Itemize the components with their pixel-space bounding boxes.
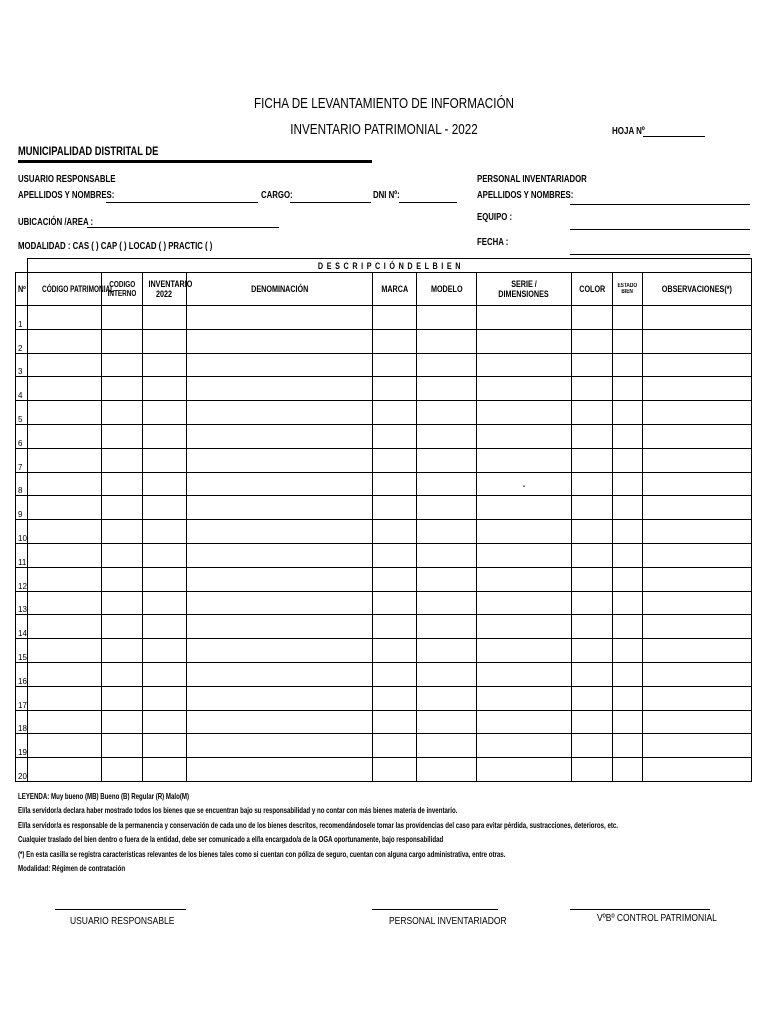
table-cell[interactable] — [143, 377, 187, 401]
table-cell[interactable] — [417, 520, 477, 544]
table-cell[interactable] — [613, 662, 643, 686]
table-cell[interactable] — [187, 734, 373, 758]
table-cell[interactable] — [613, 401, 643, 425]
table-cell[interactable] — [477, 424, 572, 448]
cargo-field[interactable] — [290, 202, 371, 203]
table-cell[interactable] — [613, 543, 643, 567]
legend-line-6: Modalidad: Régimen de contratación — [18, 863, 126, 873]
table-cell[interactable] — [417, 591, 477, 615]
table-cell[interactable] — [572, 591, 613, 615]
table-cell[interactable] — [373, 591, 417, 615]
table-cell[interactable] — [613, 353, 643, 377]
table-cell[interactable] — [643, 306, 752, 330]
table-cell[interactable] — [477, 710, 572, 734]
table-row — [16, 591, 752, 615]
table-row — [16, 496, 752, 520]
table-cell[interactable] — [572, 472, 613, 496]
date-label: FECHA : — [477, 237, 509, 248]
table-cell[interactable] — [643, 353, 752, 377]
col-observations: OBSERVACIONES(*) — [643, 273, 752, 306]
row-number: 20 — [16, 758, 28, 782]
table-cell[interactable] — [102, 329, 143, 353]
table-cell[interactable] — [572, 686, 613, 710]
user-signature-line[interactable] — [55, 909, 186, 910]
table-cell[interactable] — [143, 401, 187, 425]
table-cell[interactable] — [643, 734, 752, 758]
table-cell[interactable] — [102, 377, 143, 401]
table-cell[interactable] — [28, 543, 102, 567]
table-cell[interactable] — [417, 496, 477, 520]
table-cell[interactable] — [187, 401, 373, 425]
table-cell[interactable] — [417, 306, 477, 330]
table-cell[interactable] — [373, 710, 417, 734]
user-names-label: APELLIDOS Y NOMBRES: — [18, 190, 115, 201]
table-cell[interactable] — [613, 686, 643, 710]
table-cell[interactable] — [28, 329, 102, 353]
table-cell[interactable] — [572, 639, 613, 663]
table-cell[interactable] — [102, 306, 143, 330]
table-cell[interactable] — [143, 472, 187, 496]
table-cell[interactable] — [143, 543, 187, 567]
table-cell[interactable] — [28, 591, 102, 615]
cargo-label: CARGO: — [261, 190, 293, 201]
table-cell[interactable] — [143, 567, 187, 591]
table-cell[interactable] — [613, 424, 643, 448]
municipality-label: MUNICIPALIDAD DISTRITAL DE — [18, 144, 159, 158]
staff-signature-line[interactable] — [372, 909, 498, 910]
row-number: 19 — [16, 734, 28, 758]
table-row — [16, 686, 752, 710]
table-row — [16, 401, 752, 425]
table-cell[interactable] — [373, 686, 417, 710]
table-cell[interactable] — [187, 329, 373, 353]
table-cell[interactable] — [373, 615, 417, 639]
row-number: 10 — [16, 520, 28, 544]
table-cell[interactable] — [187, 710, 373, 734]
table-cell[interactable] — [613, 329, 643, 353]
table-cell[interactable] — [417, 401, 477, 425]
table-cell[interactable] — [28, 424, 102, 448]
table-cell[interactable] — [28, 401, 102, 425]
table-cell[interactable] — [28, 615, 102, 639]
table-cell[interactable] — [477, 639, 572, 663]
col-internal-code: CODIGO INTERNO — [102, 273, 143, 306]
table-cell[interactable] — [417, 424, 477, 448]
row-number: 8 — [16, 472, 28, 496]
table-cell[interactable] — [572, 758, 613, 782]
table-cell[interactable] — [613, 591, 643, 615]
table-cell[interactable] — [28, 448, 102, 472]
table-cell[interactable] — [572, 615, 613, 639]
table-group-header: D E S C R I P C I Ó N D E L B I E N — [28, 259, 752, 273]
form-subtitle: INVENTARIO PATRIMONIAL - 2022 — [290, 121, 478, 138]
municipality-rule — [18, 160, 372, 163]
table-row — [16, 520, 752, 544]
table-row — [16, 424, 752, 448]
table-cell[interactable] — [643, 401, 752, 425]
table-row — [16, 710, 752, 734]
table-cell[interactable] — [102, 639, 143, 663]
table-cell[interactable] — [28, 520, 102, 544]
sheet-number-label: HOJA Nº — [612, 126, 645, 137]
table-cell[interactable] — [373, 424, 417, 448]
location-label: UBICACIÓN /AREA : — [18, 217, 94, 228]
table-cell[interactable] — [143, 424, 187, 448]
table-cell[interactable] — [477, 353, 572, 377]
table-cell[interactable] — [143, 662, 187, 686]
table-cell[interactable] — [417, 662, 477, 686]
table-cell[interactable] — [643, 639, 752, 663]
table-cell[interactable] — [28, 662, 102, 686]
table-cell[interactable] — [572, 520, 613, 544]
col-patrimonial-code: CÓDIGO PATRIMONIAL — [28, 273, 102, 306]
table-cell[interactable] — [373, 662, 417, 686]
table-cell[interactable] — [643, 329, 752, 353]
dni-field[interactable] — [399, 202, 457, 203]
team-label: EQUIPO : — [477, 212, 513, 223]
table-cell[interactable]: . — [477, 472, 572, 496]
table-row — [16, 543, 752, 567]
table-row — [16, 306, 752, 330]
table-cell[interactable] — [28, 353, 102, 377]
table-cell[interactable] — [102, 520, 143, 544]
table-cell[interactable] — [417, 567, 477, 591]
table-cell[interactable] — [477, 496, 572, 520]
table-cell[interactable] — [643, 496, 752, 520]
table-row — [16, 377, 752, 401]
table-cell[interactable] — [477, 758, 572, 782]
table-cell[interactable] — [187, 639, 373, 663]
table-cell[interactable] — [187, 424, 373, 448]
row-number: 14 — [16, 615, 28, 639]
inventory-table — [15, 258, 752, 782]
table-cell[interactable] — [613, 377, 643, 401]
table-cell[interactable] — [477, 615, 572, 639]
table-cell[interactable] — [613, 520, 643, 544]
table-cell[interactable] — [373, 758, 417, 782]
location-field[interactable] — [87, 227, 279, 228]
table-cell[interactable] — [643, 591, 752, 615]
table-cell[interactable] — [477, 591, 572, 615]
table-cell[interactable] — [102, 472, 143, 496]
table-cell[interactable] — [28, 377, 102, 401]
modality-label: MODALIDAD : CAS ( ) CAP ( ) LOCAD ( ) PRACTIC ( ) — [18, 241, 213, 252]
staff-names-label: APELLIDOS Y NOMBRES: — [477, 190, 574, 201]
col-denomination: DENOMINACIÓN — [187, 273, 373, 306]
col-inventory: INVENTARIO 2022 — [143, 273, 187, 306]
table-cell[interactable] — [187, 543, 373, 567]
table-cell[interactable] — [102, 424, 143, 448]
table-cell[interactable] — [187, 615, 373, 639]
table-cell[interactable] — [572, 448, 613, 472]
table-cell[interactable] — [572, 734, 613, 758]
table-cell[interactable] — [102, 758, 143, 782]
col-model: MODELO — [417, 273, 477, 306]
table-cell[interactable] — [572, 424, 613, 448]
table-cell[interactable] — [187, 591, 373, 615]
table-cell[interactable] — [643, 686, 752, 710]
table-cell[interactable] — [417, 758, 477, 782]
table-cell[interactable] — [477, 567, 572, 591]
row-number: 17 — [16, 686, 28, 710]
table-cell[interactable] — [613, 734, 643, 758]
table-cell[interactable] — [187, 377, 373, 401]
table-cell[interactable] — [643, 377, 752, 401]
table-cell[interactable] — [143, 496, 187, 520]
user-names-field[interactable] — [106, 202, 258, 203]
row-number: 9 — [16, 496, 28, 520]
table-cell[interactable] — [102, 734, 143, 758]
form-title: FICHA DE LEVANTAMIENTO DE INFORMACIÓN — [253, 95, 515, 112]
table-cell[interactable] — [373, 543, 417, 567]
table-cell[interactable] — [143, 353, 187, 377]
table-cell[interactable] — [187, 758, 373, 782]
table-cell[interactable] — [187, 567, 373, 591]
col-serial: SERIE / DIMENSIONES — [477, 273, 572, 306]
row-number: 11 — [16, 543, 28, 567]
table-cell[interactable] — [187, 520, 373, 544]
table-cell[interactable] — [373, 520, 417, 544]
table-cell[interactable] — [187, 496, 373, 520]
table-cell[interactable] — [102, 591, 143, 615]
table-cell[interactable] — [477, 686, 572, 710]
table-cell[interactable] — [572, 496, 613, 520]
table-cell[interactable] — [643, 615, 752, 639]
table-cell[interactable] — [477, 306, 572, 330]
control-signature-label: VºBº CONTROL PATRIMONIAL — [597, 913, 717, 924]
legend-line-4: Cualquier traslado del bien dentro o fuera de la entidad, debe ser comunicado a el/la encargado/a de la OGA oportunamente, bajo responsabilidad — [18, 834, 444, 844]
table-cell[interactable] — [28, 639, 102, 663]
table-row — [16, 734, 752, 758]
table-cell[interactable] — [417, 543, 477, 567]
table-cell[interactable] — [613, 306, 643, 330]
table-cell[interactable] — [143, 306, 187, 330]
col-num: Nº — [16, 273, 28, 306]
table-row — [16, 353, 752, 377]
table-cell[interactable] — [572, 662, 613, 686]
table-cell[interactable] — [373, 448, 417, 472]
row-number: 7 — [16, 448, 28, 472]
table-cell[interactable] — [102, 662, 143, 686]
table-cell[interactable] — [102, 710, 143, 734]
table-cell[interactable] — [643, 662, 752, 686]
team-field[interactable] — [570, 229, 750, 230]
date-field[interactable] — [570, 254, 750, 255]
col-state: ESTADO BIEN — [613, 273, 643, 306]
table-cell[interactable] — [643, 567, 752, 591]
table-cell[interactable] — [143, 591, 187, 615]
table-row — [16, 639, 752, 663]
user-heading: USUARIO RESPONSABLE — [18, 174, 116, 185]
table-cell[interactable] — [572, 401, 613, 425]
table-cell[interactable] — [643, 710, 752, 734]
table-row — [16, 662, 752, 686]
table-cell[interactable] — [613, 472, 643, 496]
table-cell[interactable] — [643, 520, 752, 544]
table-cell[interactable] — [28, 734, 102, 758]
legend-line-1: LEYENDA: Muy bueno (MB) Bueno (B) Regular (R) Malo(M) — [18, 791, 190, 801]
legend-line-3: El/la servidor/a es responsable de la permanencia y conservación de cada uno de los bienes descritos, recomendándosele tomar las providencias del caso para evitar pérdida, sustracciones, deterioros, etc. — [18, 820, 619, 830]
dni-label: DNI Nº: — [373, 190, 400, 201]
table-cell[interactable] — [102, 353, 143, 377]
sheet-number-field[interactable] — [643, 136, 705, 137]
staff-names-field[interactable] — [570, 204, 750, 205]
table-cell[interactable] — [143, 329, 187, 353]
table-cell[interactable] — [373, 329, 417, 353]
table-cell[interactable] — [417, 377, 477, 401]
table-cell[interactable] — [477, 543, 572, 567]
table-cell[interactable] — [572, 306, 613, 330]
table-cell[interactable] — [613, 710, 643, 734]
staff-heading: PERSONAL INVENTARIADOR — [477, 174, 587, 185]
table-cell[interactable] — [143, 758, 187, 782]
table-cell[interactable] — [613, 496, 643, 520]
table-cell[interactable] — [417, 448, 477, 472]
table-cell[interactable] — [373, 377, 417, 401]
table-cell[interactable] — [102, 496, 143, 520]
table-cell[interactable] — [28, 567, 102, 591]
table-cell[interactable] — [477, 448, 572, 472]
table-cell[interactable] — [417, 615, 477, 639]
table-cell[interactable] — [373, 472, 417, 496]
table-cell[interactable] — [373, 306, 417, 330]
row-number: 1 — [16, 306, 28, 330]
table-cell[interactable] — [102, 543, 143, 567]
table-cell[interactable] — [643, 472, 752, 496]
table-cell[interactable] — [187, 662, 373, 686]
table-row — [16, 758, 752, 782]
table-cell[interactable] — [417, 472, 477, 496]
table-cell[interactable] — [417, 686, 477, 710]
table-cell[interactable] — [143, 520, 187, 544]
table-cell[interactable] — [417, 734, 477, 758]
table-cell[interactable] — [28, 472, 102, 496]
table-row — [16, 567, 752, 591]
table-cell[interactable] — [572, 567, 613, 591]
table-cell[interactable] — [572, 710, 613, 734]
legend-line-2: El/la servidor/a declara haber mostrado todos los bienes que se encuentran bajo su responsabilidad y no contar con más bienes materia de inventario. — [18, 805, 458, 815]
row-number: 6 — [16, 424, 28, 448]
table-cell[interactable] — [143, 686, 187, 710]
row-number: 18 — [16, 710, 28, 734]
table-cell[interactable] — [477, 662, 572, 686]
table-cell[interactable] — [187, 472, 373, 496]
table-cell[interactable] — [417, 639, 477, 663]
staff-signature-label: PERSONAL INVENTARIADOR — [389, 916, 507, 927]
control-signature-line[interactable] — [570, 909, 710, 910]
table-cell[interactable] — [572, 353, 613, 377]
table-cell[interactable] — [143, 710, 187, 734]
row-number: 12 — [16, 567, 28, 591]
table-cell[interactable] — [102, 567, 143, 591]
table-cell[interactable] — [572, 329, 613, 353]
table-cell[interactable] — [643, 448, 752, 472]
table-row — [16, 472, 752, 496]
table-cell[interactable] — [417, 329, 477, 353]
table-cell[interactable] — [373, 496, 417, 520]
table-cell[interactable] — [102, 615, 143, 639]
table-header-row — [16, 273, 752, 306]
table-cell[interactable] — [613, 567, 643, 591]
table-cell[interactable] — [477, 401, 572, 425]
table-cell[interactable] — [187, 448, 373, 472]
table-cell[interactable] — [613, 758, 643, 782]
table-cell[interactable] — [28, 496, 102, 520]
table-cell[interactable] — [613, 639, 643, 663]
table-cell[interactable] — [477, 734, 572, 758]
table-cell[interactable] — [143, 448, 187, 472]
table-row — [16, 329, 752, 353]
table-cell[interactable] — [373, 639, 417, 663]
row-number: 2 — [16, 329, 28, 353]
table-row — [16, 615, 752, 639]
table-cell[interactable] — [417, 353, 477, 377]
table-cell[interactable] — [572, 543, 613, 567]
table-cell[interactable] — [613, 615, 643, 639]
legend-line-5: (*) En esta casilla se registra características relevantes de los bienes tales como si cuentan con póliza de seguro, cuentan con alguna cargo administrativa, entre otras. — [18, 849, 506, 859]
table-cell[interactable] — [187, 686, 373, 710]
table-cell[interactable] — [102, 686, 143, 710]
table-cell[interactable] — [143, 734, 187, 758]
row-number: 5 — [16, 401, 28, 425]
table-cell[interactable] — [143, 639, 187, 663]
row-number: 3 — [16, 353, 28, 377]
table-cell[interactable] — [28, 686, 102, 710]
row-number: 16 — [16, 662, 28, 686]
col-color: COLOR — [572, 273, 613, 306]
table-cell[interactable] — [373, 734, 417, 758]
row-number: 15 — [16, 639, 28, 663]
table-cell[interactable] — [28, 758, 102, 782]
table-cell[interactable] — [187, 353, 373, 377]
row-number: 4 — [16, 377, 28, 401]
table-row — [16, 448, 752, 472]
table-cell[interactable] — [643, 758, 752, 782]
table-cell[interactable] — [373, 401, 417, 425]
row-number: 13 — [16, 591, 28, 615]
table-cell[interactable] — [417, 710, 477, 734]
table-cell[interactable] — [28, 306, 102, 330]
table-cell[interactable] — [477, 520, 572, 544]
table-cell[interactable] — [143, 615, 187, 639]
table-cell[interactable] — [187, 306, 373, 330]
table-cell[interactable] — [373, 567, 417, 591]
table-cell[interactable] — [613, 448, 643, 472]
table-cell[interactable] — [572, 377, 613, 401]
table-cell[interactable] — [28, 710, 102, 734]
table-cell[interactable] — [477, 329, 572, 353]
table-cell[interactable] — [102, 448, 143, 472]
table-cell[interactable] — [643, 424, 752, 448]
table-cell[interactable] — [643, 543, 752, 567]
col-brand: MARCA — [373, 273, 417, 306]
table-cell[interactable] — [102, 401, 143, 425]
table-cell[interactable] — [477, 377, 572, 401]
user-signature-label: USUARIO RESPONSABLE — [70, 916, 175, 927]
table-cell[interactable] — [373, 353, 417, 377]
